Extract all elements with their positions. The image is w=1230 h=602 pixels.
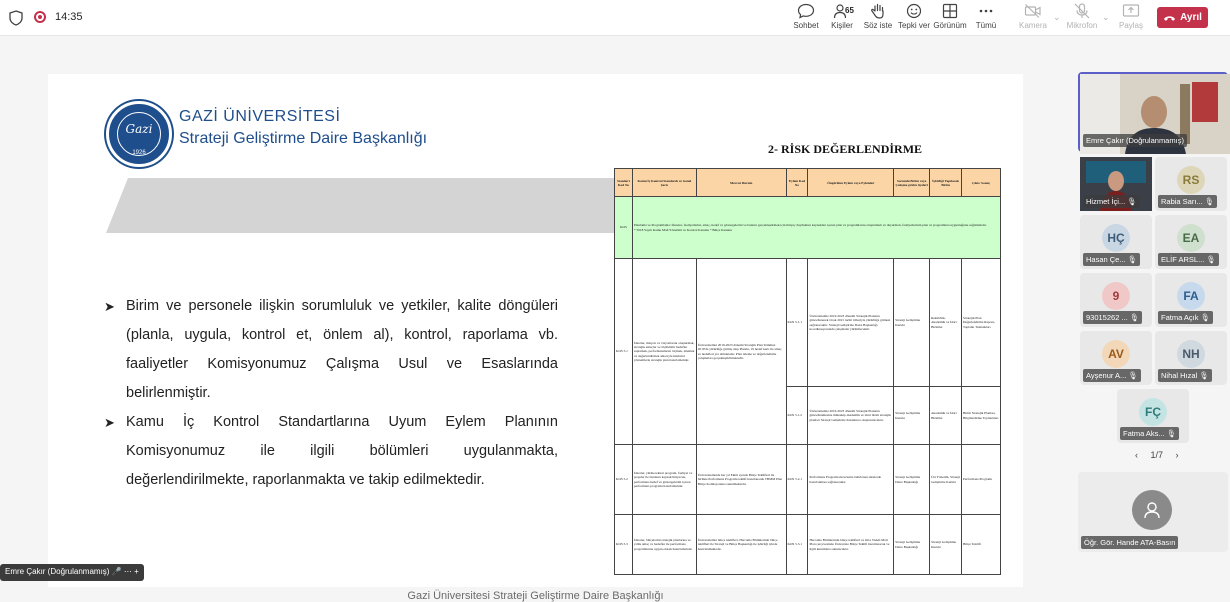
participant-tile[interactable]	[1080, 331, 1152, 385]
chat-icon	[797, 3, 815, 19]
table-row: KOS 5.3 İdareler, bütçelerini stratejik planlarına ve yıllık amaç ve hedefler ile performans programlarına uygun olarak hazırlamalıdır. Üniversitemiz bütçe teklifleri, Harcama Birimlerinin bütçe teklifleri ile Strateji ve Bütçe Başkanlığı ile işbirliği içinde hazırlanmaktadır. KOS 5.3.1 Harcama Birimlerinin bütçe teklifleri ve Orta Vadeli Mali Plan çerçevesinde Üniversite Bütçe Teklifi hazırlanacak ve ilgili kurumlara sunulacaktır. Strateji Geliştirme Daire Başkanlığı Strateji Geliştirme Kurulu Bütçe Teklifi	[615, 515, 1001, 575]
shared-content-stage	[0, 37, 1073, 602]
arrow-bullet-icon: ➤	[104, 299, 115, 314]
participant-name: Hizmet İçi... 🎙	[1083, 195, 1140, 208]
column-header: Öngörülen Eylem veya Eylemler	[808, 169, 894, 197]
participant-tile[interactable]	[1155, 157, 1227, 211]
reaction-button[interactable]: Tepki ver	[894, 3, 934, 33]
participant-tile[interactable]	[1155, 273, 1227, 327]
view-icon	[941, 3, 959, 19]
raise-hand-button[interactable]: Söz iste	[858, 3, 898, 33]
shield-icon[interactable]	[9, 10, 23, 26]
more-icon	[977, 3, 995, 19]
university-logo: Gazi 1926	[106, 101, 172, 167]
participant-avatar: HÇ	[1102, 224, 1130, 252]
table-row: KOS 5.1.2 Üniversitemiz 2019-2023 dönemi Stratejik Planının güncellenmesine müteakip akademik ve idari birim stratejik planları Strateji Geliştirme Kurulunca oluşturulacaktır. Strateji Geliştirme Kurulu Akademik ve İdari Birimler Birim Stratejik Planları, Bilgilendirme Toplantıları	[615, 387, 1001, 445]
participant-name: Fatma Açık 🎙	[1158, 311, 1213, 324]
add-icon[interactable]: +	[134, 567, 139, 576]
participant-avatar: 9	[1102, 282, 1130, 310]
risk-assessment-table	[614, 168, 1001, 575]
participant-tile[interactable]	[1080, 273, 1152, 327]
document-title: 2- RİSK DEĞERLENDİRME	[768, 142, 923, 156]
participant-tile[interactable]	[1080, 157, 1152, 211]
department-name: Strateji Geliştirme Daire Başkanlığı	[179, 130, 428, 147]
table-row: KOS 5.1 İdareler, misyon ve vizyonlarını oluşturmak, stratejik amaçlar ve ölçülebilir hedefler saptamak, performanslarını ölçmek, izlemek ve değerlendirmek amacıyla katılımcı yöntemlerle stratejik plan hazırlamalıdır. Üniversitemiz 2019-2023 dönemi Stratejik Plan Temmuz 2019'da yürürlüğe girmiş olup Planda, 19 hedef kartı ile amaç ve hedefleri yer almaktadır. Plan izleme ve değerlendirme çalışmaları gerçekleştirilmektedir. KOS 5.1.1 Üniversitemiz 2019-2023 dönemi Stratejik Planının güncellenerek Ocak 2021 tarihi itibariyle yürürlüğe girmesi sağlanacaktır. Strateji Geliştirme Daire Başkanlığı koordinasyonunda çalışmalar yürütülecektir. Strateji Geliştirme Kurulu Rektörlük, Akademik ve İdari Birimler Stratejik Plan Değerlendirme Raporu, Toplantı Tutanakları	[615, 259, 1001, 387]
leave-button[interactable]: Ayrıl	[1157, 7, 1208, 28]
table-section-row: KOS Planlama ve Programlama: İdareler, faaliyetlerini, amaç, hedef ve göstergelerini ve bunları gerçekleştirmek için ihtiyaç duydukları kaynakları içeren plan ve programlarını oluşturmalı ve duyurmalı, faaliyetlerinin plan ve programlara uygunluğunu sağlamalıdır. * 5018 Sayılı Kamu Mali Yönetimi ve Kontrol Kanunu * Bütçe Kanunu	[615, 197, 1001, 259]
chat-button[interactable]: Sohbet	[786, 3, 826, 33]
next-page-chevron-icon[interactable]: ›	[1175, 450, 1179, 460]
meeting-timer: 14:35	[55, 11, 83, 23]
participant-avatar: FA	[1177, 282, 1205, 310]
microphone-options-chevron-icon[interactable]: ⌄	[1102, 12, 1110, 22]
column-header: Kamu İç Kontrol Standardı ve Genel Şartı	[632, 169, 696, 197]
slide-bullet-list	[104, 292, 558, 495]
slide-footer: Gazi Üniversitesi Strateji Geliştirme Daire Başkanlığı	[407, 590, 664, 602]
participant-name: Nihal Hızal 🎙	[1158, 369, 1212, 382]
participant-tile-bottom[interactable]	[1078, 472, 1228, 552]
participant-name: Emre Çakır (Doğrulanmamış)	[1083, 134, 1187, 147]
participant-avatar: RS	[1177, 166, 1205, 194]
mic-off-icon	[1073, 3, 1091, 19]
share-button[interactable]: Paylaş	[1111, 3, 1151, 33]
camera-options-chevron-icon[interactable]: ⌄	[1053, 12, 1061, 22]
participant-name: Ayşenur A... 🎙	[1083, 369, 1141, 382]
self-view-badge[interactable]: Emre Çakır (Doğrulanmamış) 🎤 ⋯ +	[0, 564, 144, 581]
presentation-slide	[48, 74, 1023, 602]
mic-icon: 🎤	[111, 567, 122, 576]
bullet-item: ➤ Birim ve personele ilişkin sorumluluk ve yetkiler, kalite döngüleri (planla, uygula, kontrol et, önlem al), kontrol, raporlama vb. faaliyetler Komisyonumuz Çalışma Usul ve Esaslarında belirlenmiştir.	[104, 292, 558, 408]
view-button[interactable]: Görünüm	[930, 3, 970, 33]
participant-name: ELİF ARSL... 🎙	[1158, 253, 1219, 266]
organization-name: GAZİ ÜNİVERSİTESİ	[179, 108, 341, 125]
hang-up-icon	[1163, 14, 1176, 22]
previous-page-chevron-icon[interactable]: ‹	[1135, 450, 1138, 460]
microphone-button[interactable]: Mikrofon	[1062, 3, 1102, 33]
column-header: Mevcut Durum	[696, 169, 786, 197]
participant-tile[interactable]	[1080, 215, 1152, 269]
reaction-icon	[905, 3, 923, 19]
camera-off-icon	[1024, 3, 1042, 19]
participant-name: Hasan Çe... 🎙	[1083, 253, 1140, 266]
participant-tile[interactable]	[1117, 389, 1189, 443]
participant-tile[interactable]	[1155, 215, 1227, 269]
person-icon	[1132, 490, 1172, 530]
gallery-pager: ‹ 1/7 ›	[1135, 450, 1179, 460]
decorative-band	[106, 178, 614, 233]
raise-hand-icon	[869, 3, 887, 19]
column-header: Sorumlu Birim veya Çalışma grubu üyeleri	[894, 169, 930, 197]
recording-icon	[34, 11, 46, 23]
expand-icon[interactable]: ⋯	[123, 567, 132, 576]
participant-avatar: NH	[1177, 340, 1205, 368]
table-header-row	[615, 169, 1001, 197]
participant-tile[interactable]	[1155, 331, 1227, 385]
share-icon	[1122, 3, 1140, 19]
participant-avatar: EA	[1177, 224, 1205, 252]
column-header: Çıktı/ Sonuç	[962, 169, 1001, 197]
participant-avatar: FÇ	[1139, 398, 1167, 426]
more-button[interactable]: Tümü	[966, 3, 1006, 33]
column-header: Standart Kod No	[615, 169, 633, 197]
featured-participant-tile[interactable]	[1078, 72, 1228, 152]
participant-avatar: AV	[1102, 340, 1130, 368]
camera-button[interactable]: Kamera	[1013, 3, 1053, 33]
column-header: Eylem Kod No	[786, 169, 808, 197]
people-button[interactable]: 65 Kişiler	[822, 3, 862, 33]
participant-name: 93015262 ... 🎙	[1083, 311, 1142, 324]
table-row: KOS 5.2 İdareler, yürütecekleri program, faaliyet ve projeler ile bunların kaynak ihtiyacını, performans hedef ve göstergelerini içeren performans programı hazırlamalıdır. Üniversitemizde her yıl Ekim ayında Bütçe Teklifleri ile birlikte Performans Programı teklifi hazırlanarak TBMM Plan Bütçe Komisyonuna sunulmaktadır. KOS 5.2.1 Performans Programı mevzuatta belirlenen sürelerde hazırlanması sağlanacaktır. Strateji Geliştirme Daire Başkanlığı Üst Yönetim, Strateji Geliştirme Kurulu Performans Programı	[615, 445, 1001, 515]
arrow-bullet-icon: ➤	[104, 415, 115, 430]
bullet-item: ➤ Kamu İç Kontrol Standartlarına Uyum Eylem Planının Komisyonumuz ile ilgili bölümleri uygulanmakta, değerlendirilmekte, raporlanmakta ve takip edilmektedir.	[104, 408, 558, 495]
participant-count: 65	[845, 6, 854, 15]
participant-name: Rabia Sarı... 🎙	[1158, 195, 1217, 208]
participant-name: Öğr. Gör. Hande ATA-Basın	[1081, 536, 1178, 549]
column-header: İşbirliği Yapılacak Birim	[930, 169, 962, 197]
participant-name: Fatma Aks... 🎙	[1120, 427, 1179, 440]
meeting-top-bar	[0, 0, 1230, 36]
